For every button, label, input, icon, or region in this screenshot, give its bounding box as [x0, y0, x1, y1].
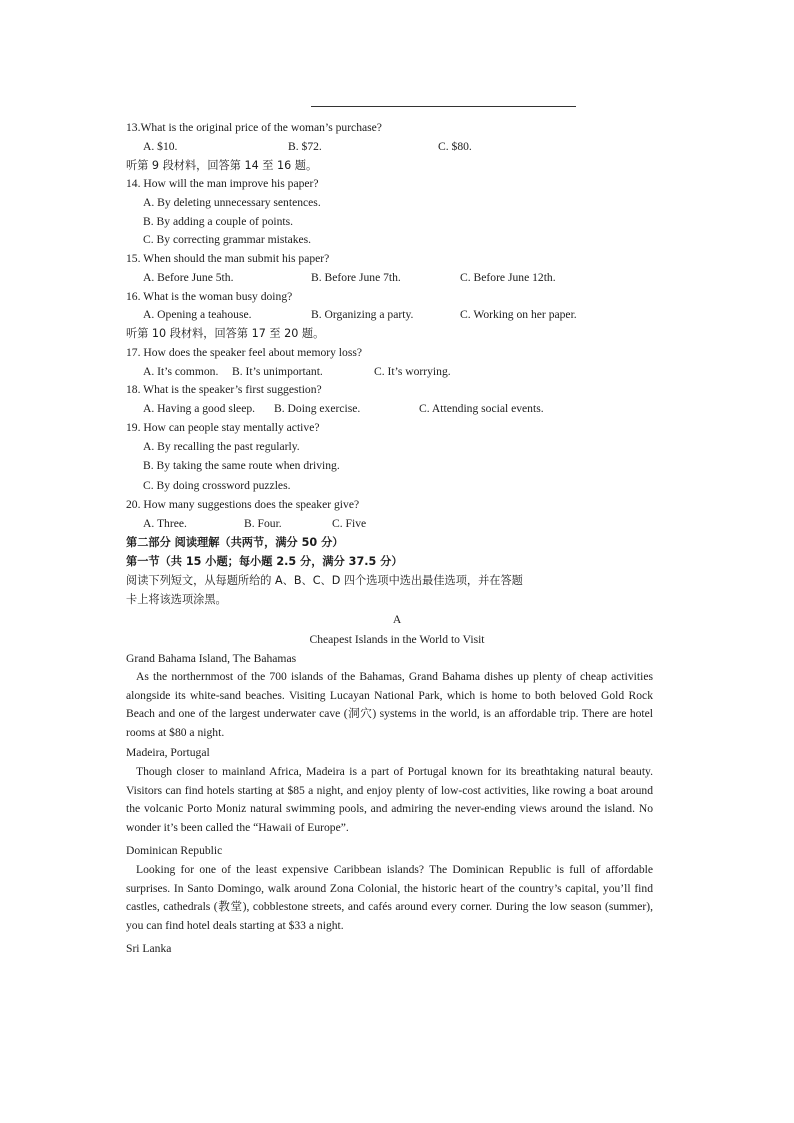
question-15: 15. When should the man submit his paper?	[126, 252, 330, 265]
q13-option-c: C. $80.	[438, 140, 472, 153]
q16-option-b: B. Organizing a party.	[311, 308, 414, 321]
question-18: 18. What is the speaker’s first suggestion?	[126, 383, 322, 396]
q20-option-c: C. Five	[332, 517, 367, 530]
q19-option-c: C. By doing crossword puzzles.	[143, 479, 291, 492]
instruction-passage-9: 听第 9 段材料，回答第 14 至 16 题。	[126, 159, 318, 172]
header-rule	[311, 106, 576, 107]
q20-option-b: B. Four.	[244, 517, 282, 530]
q15-option-b: B. Before June 7th.	[311, 271, 401, 284]
question-19: 19. How can people stay mentally active?	[126, 421, 320, 434]
question-13: 13.What is the original price of the woman’s purchase?	[126, 121, 382, 134]
q16-option-a: A. Opening a teahouse.	[143, 308, 252, 321]
question-14: 14. How will the man improve his paper?	[126, 177, 319, 190]
question-16: 16. What is the woman busy doing?	[126, 290, 293, 303]
island-paragraph: Though closer to mainland Africa, Madeira is a part of Portugal known for its breathtaking natural beauty. Visitors can find hotels starting at $85 a night, and enjoy plenty of low-cost activities, like rowing a boat around the volcanic Porto Moniz natural swimming pools, and admiring the never-ending views around the island. No wonder it’s been called the “Hawaii of Europe”.	[126, 765, 653, 835]
island-paragraph: Looking for one of the least expensive Caribbean islands? The Dominican Republic is full of affordable surprises. In Santo Domingo, walk around Zona Colonial, the historic heart of the country’s capital, you’ll find castles, cathedrals (教堂), cobblestone streets, and cafés around every corner. During the low season (summer), you can find hotel deals starting at $33 a night.	[126, 863, 653, 933]
q15-option-c: C. Before June 12th.	[460, 271, 556, 284]
q13-option-b: B. $72.	[288, 140, 322, 153]
passage-title: Cheapest Islands in the World to Visit	[309, 633, 485, 646]
q15-option-a: A. Before June 5th.	[143, 271, 234, 284]
q14-option-b: B. By adding a couple of points.	[143, 215, 294, 228]
island-heading: Dominican Republic	[126, 844, 223, 857]
island-heading: Sri Lanka	[126, 942, 172, 955]
reading-instruction-line-2: 卡上将该选项涂黑。	[126, 593, 227, 606]
question-20: 20. How many suggestions does the speaker give?	[126, 498, 360, 511]
q19-option-b: B. By taking the same route when driving.	[143, 459, 340, 472]
reading-instruction-line-1: 阅读下列短文，从每题所给的 A、B、C、D 四个选项中选出最佳选项，并在答题	[126, 574, 523, 587]
instruction-passage-10: 听第 10 段材料，回答第 17 至 20 题。	[126, 327, 325, 340]
q20-option-a: A. Three.	[143, 517, 187, 530]
q18-option-a: A. Having a good sleep.	[143, 402, 256, 415]
island-heading: Madeira, Portugal	[126, 746, 210, 759]
q14-option-a: A. By deleting unnecessary sentences.	[143, 196, 321, 209]
q13-option-a: A. $10.	[143, 140, 178, 153]
q18-option-c: C. Attending social events.	[419, 402, 544, 415]
q18-option-b: B. Doing exercise.	[274, 402, 361, 415]
q17-option-a: A. It’s common.	[143, 365, 219, 378]
q14-option-c: C. By correcting grammar mistakes.	[143, 233, 312, 246]
island-paragraph: As the northernmost of the 700 islands of the Bahamas, Grand Bahama dishes up plenty of cheap activities alongside its white-sand beaches. Visiting Lucayan National Park, which is home to both beloved Gold Rock Beach and one of the largest underwater cave (洞穴) systems in the world, is an affordable trip. There are hotel rooms at $80 a night.	[126, 670, 653, 740]
q17-option-c: C. It’s worrying.	[374, 365, 451, 378]
q17-option-b: B. It’s unimportant.	[232, 365, 323, 378]
part-two-heading: 第二部分 阅读理解（共两节，满分 50 分）	[126, 536, 344, 549]
island-heading: Grand Bahama Island, The Bahamas	[126, 652, 297, 665]
section-one-heading: 第一节（共 15 小题；每小题 2.5 分，满分 37.5 分）	[126, 555, 403, 568]
question-17: 17. How does the speaker feel about memory loss?	[126, 346, 362, 359]
passage-letter: A	[392, 613, 402, 626]
q16-option-c: C. Working on her paper.	[460, 308, 577, 321]
q19-option-a: A. By recalling the past regularly.	[143, 440, 300, 453]
